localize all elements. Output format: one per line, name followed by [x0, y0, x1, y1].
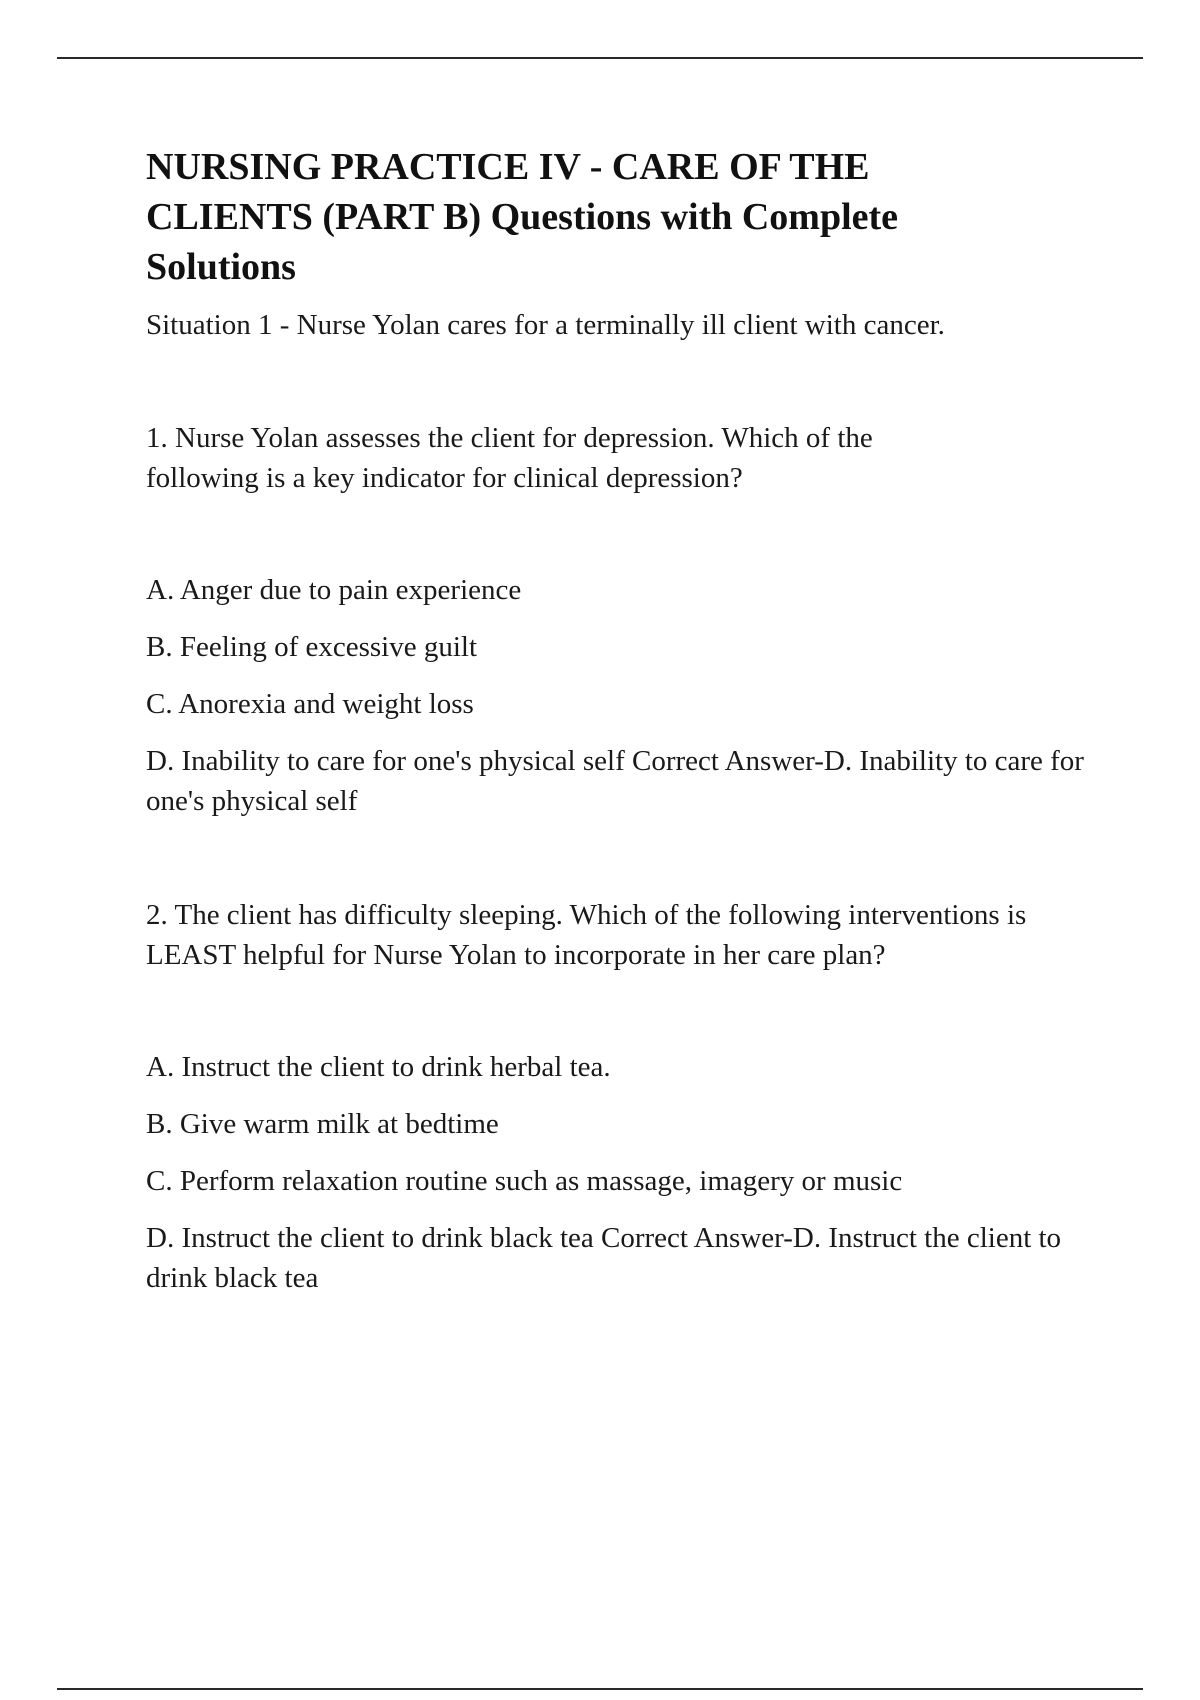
- option-a: A. Instruct the client to drink herbal tea.: [146, 1051, 611, 1083]
- option-b: B. Give warm milk at bedtime: [146, 1108, 499, 1140]
- option-c: C. Anorexia and weight loss: [146, 688, 474, 720]
- situation-text: Situation 1 - Nurse Yolan cares for a terminally ill client with cancer.: [146, 309, 945, 341]
- option-d-with-answer: D. Inability to care for one's physical self Correct Answer-D. Inability to care for one's physical self: [146, 745, 1084, 817]
- document-title: NURSING PRACTICE IV - CARE OF THE CLIENTS (PART B) Questions with Complete Solutions: [146, 146, 899, 288]
- option-d-with-answer: D. Instruct the client to drink black tea Correct Answer-D. Instruct the client to drink black tea: [146, 1222, 1062, 1294]
- option-a: A. Anger due to pain experience: [146, 574, 522, 606]
- question-1: 1. Nurse Yolan assesses the client for depression. Which of the following is a key indicator for clinical depression?: [146, 422, 873, 494]
- option-b: B. Feeling of excessive guilt: [146, 631, 478, 663]
- question-2: 2. The client has difficulty sleeping. Which of the following interventions is LEAST helpful for Nurse Yolan to incorporate in her care plan?: [146, 899, 1027, 971]
- question-1-options: [146, 570, 1106, 821]
- top-rule: [57, 57, 1143, 59]
- bottom-rule: [57, 1688, 1143, 1690]
- question-2-options: [146, 1047, 1106, 1298]
- document-body: [146, 142, 1106, 1298]
- option-c: C. Perform relaxation routine such as massage, imagery or music: [146, 1165, 903, 1197]
